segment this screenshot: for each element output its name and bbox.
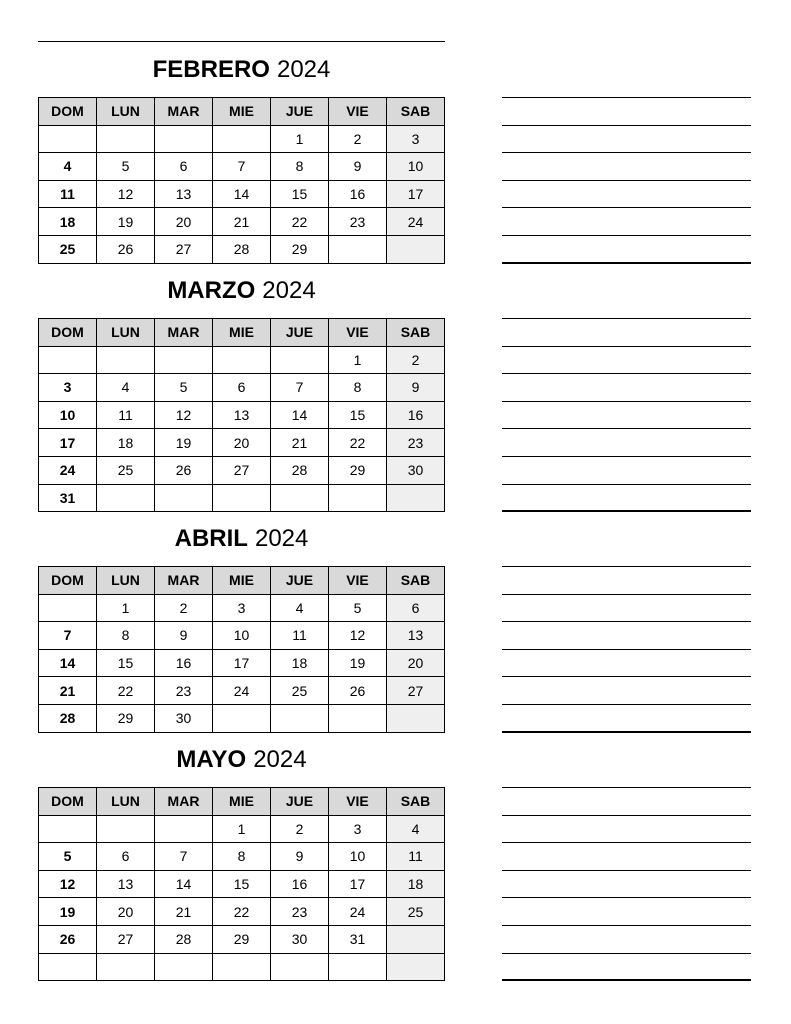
day-cell: 16 <box>329 180 387 208</box>
weekday-header: JUE <box>271 98 329 126</box>
day-cell <box>387 704 445 732</box>
day-cell <box>155 484 213 512</box>
day-cell: 31 <box>329 925 387 953</box>
day-cell: 7 <box>39 622 97 650</box>
day-cell: 11 <box>387 843 445 871</box>
day-cell: 16 <box>387 401 445 429</box>
note-line <box>502 979 751 981</box>
top-rule <box>38 41 445 42</box>
week-row <box>39 456 445 484</box>
day-cell: 27 <box>387 677 445 705</box>
day-cell <box>387 484 445 512</box>
day-cell: 24 <box>39 456 97 484</box>
weekday-header: DOM <box>39 567 97 595</box>
day-cell: 2 <box>271 815 329 843</box>
day-cell: 27 <box>213 456 271 484</box>
day-cell: 22 <box>271 208 329 236</box>
weekday-header: MIE <box>213 567 271 595</box>
note-line <box>502 621 751 622</box>
weekday-header-row <box>39 788 445 816</box>
week-row <box>39 180 445 208</box>
day-cell: 22 <box>97 677 155 705</box>
day-cell: 17 <box>213 649 271 677</box>
weekday-header-row <box>39 567 445 595</box>
weekday-header: VIE <box>329 567 387 595</box>
weekday-header: DOM <box>39 319 97 347</box>
note-line <box>502 180 751 181</box>
day-cell: 14 <box>271 401 329 429</box>
day-cell: 3 <box>213 594 271 622</box>
day-cell <box>155 953 213 981</box>
note-line <box>502 704 751 705</box>
note-line <box>502 97 751 98</box>
day-cell <box>155 346 213 374</box>
weekday-header: MIE <box>213 788 271 816</box>
day-cell <box>97 346 155 374</box>
calendar-grid-marzo <box>38 318 445 512</box>
day-cell: 10 <box>39 401 97 429</box>
day-cell: 26 <box>155 456 213 484</box>
day-cell: 25 <box>271 677 329 705</box>
day-cell: 2 <box>155 594 213 622</box>
day-cell: 5 <box>97 153 155 181</box>
day-cell: 11 <box>97 401 155 429</box>
week-row <box>39 870 445 898</box>
week-row <box>39 622 445 650</box>
day-cell: 31 <box>39 484 97 512</box>
weekday-header: MIE <box>213 98 271 126</box>
note-line <box>502 428 751 429</box>
day-cell <box>329 235 387 263</box>
day-cell: 9 <box>329 153 387 181</box>
weekday-header: SAB <box>387 788 445 816</box>
note-line <box>502 925 751 926</box>
day-cell: 29 <box>213 925 271 953</box>
day-cell: 25 <box>39 235 97 263</box>
note-line <box>502 731 751 733</box>
day-cell <box>213 953 271 981</box>
weekday-header: SAB <box>387 567 445 595</box>
day-cell <box>271 484 329 512</box>
day-cell: 9 <box>271 843 329 871</box>
day-cell: 5 <box>329 594 387 622</box>
week-row <box>39 704 445 732</box>
note-line <box>502 566 751 567</box>
day-cell: 21 <box>213 208 271 236</box>
day-cell <box>213 125 271 153</box>
week-row <box>39 374 445 402</box>
day-cell: 14 <box>213 180 271 208</box>
day-cell: 20 <box>97 898 155 926</box>
month-title-marzo <box>38 276 445 306</box>
month-name: MARZO <box>167 277 256 304</box>
weekday-header: MAR <box>155 98 213 126</box>
week-row <box>39 594 445 622</box>
day-cell: 4 <box>39 153 97 181</box>
day-cell: 28 <box>271 456 329 484</box>
day-cell <box>97 953 155 981</box>
weekday-header: MAR <box>155 567 213 595</box>
day-cell <box>97 484 155 512</box>
day-cell: 7 <box>271 374 329 402</box>
day-cell: 13 <box>155 180 213 208</box>
day-cell: 1 <box>213 815 271 843</box>
day-cell: 2 <box>387 346 445 374</box>
weekday-header: SAB <box>387 98 445 126</box>
day-cell: 1 <box>271 125 329 153</box>
day-cell: 12 <box>39 870 97 898</box>
week-row <box>39 649 445 677</box>
day-cell: 13 <box>97 870 155 898</box>
day-cell: 18 <box>97 429 155 457</box>
month-name: FEBRERO <box>152 56 270 83</box>
day-cell: 8 <box>213 843 271 871</box>
weekday-header: MAR <box>155 788 213 816</box>
day-cell <box>329 704 387 732</box>
day-cell: 23 <box>387 429 445 457</box>
note-line <box>502 152 751 153</box>
day-cell: 9 <box>387 374 445 402</box>
day-cell: 28 <box>155 925 213 953</box>
weekday-header-row <box>39 98 445 126</box>
day-cell: 8 <box>271 153 329 181</box>
day-cell: 4 <box>271 594 329 622</box>
day-cell: 15 <box>97 649 155 677</box>
day-cell <box>39 594 97 622</box>
week-row <box>39 925 445 953</box>
day-cell: 3 <box>39 374 97 402</box>
week-row <box>39 125 445 153</box>
note-line <box>502 373 751 374</box>
day-cell: 17 <box>39 429 97 457</box>
day-cell: 19 <box>97 208 155 236</box>
month-year: 2024 <box>253 746 307 773</box>
day-cell: 28 <box>213 235 271 263</box>
day-cell: 22 <box>213 898 271 926</box>
day-cell: 7 <box>213 153 271 181</box>
note-line <box>502 953 751 954</box>
week-row <box>39 208 445 236</box>
weekday-header: VIE <box>329 319 387 347</box>
day-cell: 26 <box>97 235 155 263</box>
note-line <box>502 649 751 650</box>
month-title-mayo <box>38 745 445 775</box>
day-cell: 26 <box>39 925 97 953</box>
day-cell: 8 <box>97 622 155 650</box>
note-line <box>502 484 751 485</box>
day-cell: 7 <box>155 843 213 871</box>
month-title-febrero <box>38 55 445 85</box>
week-row <box>39 815 445 843</box>
day-cell <box>213 704 271 732</box>
day-cell <box>155 815 213 843</box>
day-cell <box>387 925 445 953</box>
day-cell: 28 <box>39 704 97 732</box>
day-cell: 19 <box>155 429 213 457</box>
day-cell: 19 <box>39 898 97 926</box>
day-cell: 27 <box>155 235 213 263</box>
note-line <box>502 346 751 347</box>
day-cell: 12 <box>329 622 387 650</box>
day-cell <box>97 125 155 153</box>
day-cell <box>155 125 213 153</box>
day-cell: 25 <box>97 456 155 484</box>
day-cell: 16 <box>155 649 213 677</box>
note-line <box>502 510 751 512</box>
day-cell: 10 <box>213 622 271 650</box>
note-line <box>502 207 751 208</box>
note-line <box>502 262 751 264</box>
day-cell: 1 <box>97 594 155 622</box>
note-line <box>502 815 751 816</box>
day-cell: 17 <box>387 180 445 208</box>
day-cell <box>271 704 329 732</box>
day-cell: 15 <box>213 870 271 898</box>
day-cell: 20 <box>387 649 445 677</box>
weekday-header: DOM <box>39 788 97 816</box>
weekday-header: SAB <box>387 319 445 347</box>
day-cell: 8 <box>329 374 387 402</box>
day-cell: 14 <box>39 649 97 677</box>
day-cell: 18 <box>39 208 97 236</box>
day-cell: 29 <box>271 235 329 263</box>
weekday-header: LUN <box>97 788 155 816</box>
weekday-header: JUE <box>271 788 329 816</box>
weekday-header: LUN <box>97 319 155 347</box>
day-cell <box>97 815 155 843</box>
day-cell: 3 <box>387 125 445 153</box>
day-cell: 26 <box>329 677 387 705</box>
day-cell: 14 <box>155 870 213 898</box>
weekday-header-row <box>39 319 445 347</box>
note-line <box>502 594 751 595</box>
month-name: ABRIL <box>174 525 248 552</box>
note-line <box>502 842 751 843</box>
weekday-header: JUE <box>271 319 329 347</box>
day-cell: 17 <box>329 870 387 898</box>
day-cell: 19 <box>329 649 387 677</box>
day-cell: 18 <box>387 870 445 898</box>
day-cell <box>39 953 97 981</box>
day-cell: 5 <box>155 374 213 402</box>
day-cell: 30 <box>271 925 329 953</box>
week-row <box>39 235 445 263</box>
day-cell <box>39 346 97 374</box>
day-cell: 1 <box>329 346 387 374</box>
week-row <box>39 153 445 181</box>
day-cell: 11 <box>271 622 329 650</box>
day-cell: 20 <box>213 429 271 457</box>
week-row <box>39 677 445 705</box>
day-cell: 24 <box>329 898 387 926</box>
day-cell: 24 <box>213 677 271 705</box>
week-row <box>39 429 445 457</box>
month-year: 2024 <box>262 277 316 304</box>
day-cell <box>387 235 445 263</box>
month-year: 2024 <box>254 525 309 552</box>
weekday-header: LUN <box>97 567 155 595</box>
calendar-grid-abril <box>38 566 445 733</box>
week-row <box>39 843 445 871</box>
day-cell: 15 <box>271 180 329 208</box>
day-cell: 10 <box>329 843 387 871</box>
day-cell <box>271 953 329 981</box>
note-line <box>502 870 751 871</box>
day-cell: 18 <box>271 649 329 677</box>
day-cell <box>329 484 387 512</box>
day-cell: 15 <box>329 401 387 429</box>
day-cell: 13 <box>213 401 271 429</box>
day-cell <box>213 484 271 512</box>
day-cell: 12 <box>97 180 155 208</box>
note-line <box>502 456 751 457</box>
day-cell: 12 <box>155 401 213 429</box>
week-row <box>39 898 445 926</box>
day-cell: 24 <box>387 208 445 236</box>
day-cell: 29 <box>329 456 387 484</box>
weekday-header: VIE <box>329 98 387 126</box>
day-cell <box>39 815 97 843</box>
day-cell: 6 <box>97 843 155 871</box>
day-cell: 4 <box>97 374 155 402</box>
day-cell: 6 <box>155 153 213 181</box>
day-cell: 25 <box>387 898 445 926</box>
day-cell <box>271 346 329 374</box>
note-line <box>502 125 751 126</box>
day-cell: 9 <box>155 622 213 650</box>
weekday-header: JUE <box>271 567 329 595</box>
day-cell: 21 <box>271 429 329 457</box>
day-cell: 27 <box>97 925 155 953</box>
day-cell: 6 <box>213 374 271 402</box>
note-line <box>502 401 751 402</box>
month-title-abril <box>38 524 445 554</box>
weekday-header: MAR <box>155 319 213 347</box>
weekday-header: VIE <box>329 788 387 816</box>
month-name: MAYO <box>176 746 247 773</box>
note-line <box>502 235 751 236</box>
day-cell: 4 <box>387 815 445 843</box>
day-cell: 30 <box>155 704 213 732</box>
day-cell <box>387 953 445 981</box>
day-cell: 21 <box>39 677 97 705</box>
weekday-header: DOM <box>39 98 97 126</box>
note-line <box>502 676 751 677</box>
week-row <box>39 953 445 981</box>
day-cell: 6 <box>387 594 445 622</box>
month-year: 2024 <box>276 56 331 83</box>
day-cell: 2 <box>329 125 387 153</box>
weekday-header: MIE <box>213 319 271 347</box>
day-cell: 21 <box>155 898 213 926</box>
day-cell: 29 <box>97 704 155 732</box>
day-cell: 23 <box>155 677 213 705</box>
day-cell: 22 <box>329 429 387 457</box>
day-cell <box>39 125 97 153</box>
day-cell <box>213 346 271 374</box>
note-line <box>502 318 751 319</box>
calendar-grid-mayo <box>38 787 445 981</box>
day-cell: 10 <box>387 153 445 181</box>
day-cell: 30 <box>387 456 445 484</box>
day-cell: 11 <box>39 180 97 208</box>
day-cell <box>329 953 387 981</box>
week-row <box>39 484 445 512</box>
note-line <box>502 787 751 788</box>
note-line <box>502 897 751 898</box>
day-cell: 16 <box>271 870 329 898</box>
day-cell: 5 <box>39 843 97 871</box>
week-row <box>39 401 445 429</box>
week-row <box>39 346 445 374</box>
day-cell: 3 <box>329 815 387 843</box>
day-cell: 23 <box>329 208 387 236</box>
day-cell: 13 <box>387 622 445 650</box>
calendar-grid-febrero <box>38 97 445 264</box>
day-cell: 20 <box>155 208 213 236</box>
day-cell: 23 <box>271 898 329 926</box>
weekday-header: LUN <box>97 98 155 126</box>
